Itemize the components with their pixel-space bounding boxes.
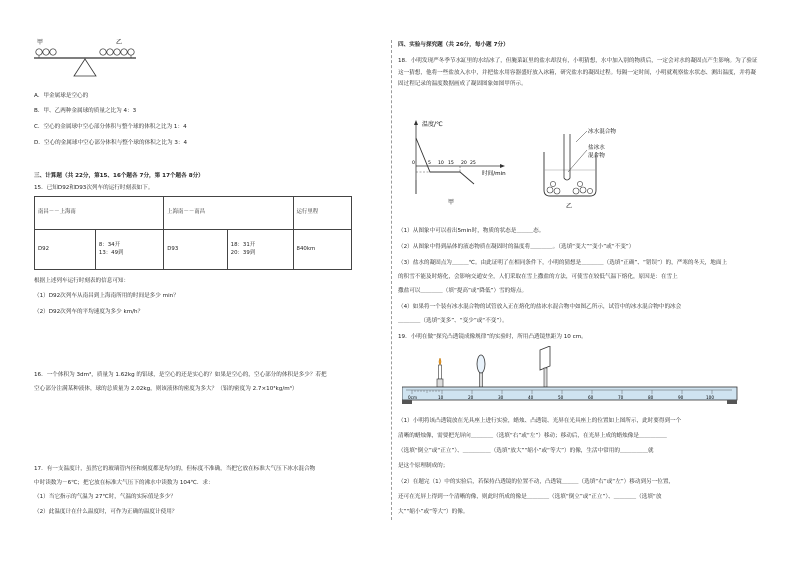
q18-sub1: （1）从图象中可以看出5min时，物质的状态是＿＿＿态。: [398, 228, 545, 234]
q18-sub4-line2: ＿＿＿＿（选填“变多”、“变少”或“不变”）。: [398, 318, 508, 324]
scale-60: 60: [588, 395, 594, 400]
q16-line2: 空心部分注满某种液体，球的总质量为 2.02kg，则该液体的密度为多大？（铝的密度为 2.7×10³kg/m³）: [34, 386, 298, 392]
q14-option-b: B．甲、乙两种金属球的质量之比为 4：3: [34, 108, 137, 114]
q19-s2-line3: 大”“缩小”或“等大”）的像。: [398, 509, 469, 515]
scale-50: 50: [558, 395, 564, 400]
q15-sub1: （1）D92次列车从南昌到上海南所用的时间是多少 min？: [34, 293, 179, 299]
beaker-figure: [536, 120, 646, 212]
beaker-label-2: 盐冰水: [588, 145, 605, 151]
optical-bench: [402, 346, 742, 406]
tick-10: 10: [438, 161, 444, 166]
scale-30: 30: [498, 395, 504, 400]
q17-sub1: （1）当它指示的气温为 27℃时，气温的实际值是多少？: [34, 494, 176, 500]
tick-25: 25: [470, 161, 476, 166]
scale-100: 100: [706, 395, 714, 400]
scale-40: 40: [528, 395, 534, 400]
scale-20: 20: [468, 395, 474, 400]
q17-line1: 17．有一支温度计，虽然它的玻璃管内径和刻度都是均匀的，但标度不准确，当把它放在标准大气压下冰水混合物: [34, 466, 316, 472]
q19-intro: 19．小明在做“探究凸透镜成像规律”的实验时，所用凸透镜焦距为 10 cm。: [398, 334, 587, 340]
q14-option-a: A．甲金属球是空心的: [34, 93, 89, 99]
beaker-label-3: 混合物: [588, 153, 605, 159]
q14-option-d: D．空心的金属球中空心部分体积与整个球的体积之比为 3：4: [34, 140, 188, 146]
q19-s1-line4: 是这个原理制成的；: [398, 463, 449, 469]
q19-s1-line1: （1）小明将该凸透镜放在光具座上进行实验，蜡烛、凸透镜、光屏在光具座上的位置如上图所示，此时要得到一个: [398, 418, 682, 424]
column-divider: [391, 40, 392, 520]
tick-20: 20: [461, 161, 467, 166]
q19-s2-line1: （2）在题完（1）中的实验后，若保持凸透镜的位置不动，凸透镜＿＿＿（选填“右”或“左”）移动到另一位置，: [398, 479, 675, 485]
timetable: [34, 196, 352, 270]
q19-s2-line2: 还可在光屏上得到一个清晰的像，则此时所成的像是＿＿＿＿（选填“倒立”或“正立”）、＿＿＿＿（选填“放: [398, 494, 662, 500]
q15-sub2: （2）D92次列车的平均速度为多少 km/h？: [34, 309, 144, 315]
timetable-header-2: 上海南－－南昌: [164, 197, 293, 230]
scale-70: 70: [618, 395, 624, 400]
tick-0: 0: [412, 161, 415, 166]
q18-sub4-line1: （4）如果将一个装有冰水混合物的试管放入正在熔化的盐冰水混合物中如图乙所示，试管中的冰水混合物中的冰会: [398, 304, 682, 310]
scale-10: 10: [438, 395, 444, 400]
beaker-caption: 乙: [566, 203, 573, 210]
graph-caption: 甲: [448, 199, 455, 206]
section4-title: 四、实验与探究题（共 26分，每小题 7分）: [398, 42, 509, 48]
cell-d93: D93: [164, 230, 227, 270]
q18-sub3-line3: 撒盐可以＿＿＿＿（填“提高”或“降低”）雪的熔点。: [398, 288, 528, 294]
q15-ask: 根据上述列车运行时刻表的信息可知：: [34, 278, 130, 284]
q18-sub3-line2: 的积雪不能及时熔化，会影响交通安全，人们采取在雪上撒盐的方法，可使雪在较低气温下熔化，原因是：在雪上: [398, 274, 678, 280]
tick-5: 5: [428, 161, 431, 166]
balance-figure: [34, 38, 144, 88]
timetable-header-1: 南昌－－上海南: [35, 197, 164, 230]
graph-xlabel: 时间/min: [482, 171, 506, 177]
cooling-graph: [402, 116, 532, 208]
q18-sub3-line1: （3）盐水的凝固点为＿＿＿℃。由此证明了在相同条件下，小明的猜想是＿＿＿＿（选填“正确”、“错误”）的，严寒的冬天，地面上: [398, 260, 728, 266]
section3-title: 三、计算题（共 22分，第15、16个题各 7分，第 17个题各 8分）: [34, 173, 204, 179]
tick-15: 15: [448, 161, 454, 166]
scale-80: 80: [648, 395, 654, 400]
q18-sub2: （2）从图象中得到晶体的液态物质在凝固时的温度将＿＿＿＿。（选填“变大”“变小”或“不变”）: [398, 244, 635, 250]
q17-line2: 中时读数为－6℃；把它放在标准大气压下的沸水中读数为 104℃．求：: [34, 480, 214, 486]
q16-line1: 16．一个体积为 3dm³，质量为 1.62kg 的铝球，是空心的还是实心的？如果是空心的，空心部分的体积是多少？若把: [34, 372, 327, 378]
label-jia: 甲: [37, 39, 44, 46]
cell-distance: 840km: [293, 230, 351, 270]
q15-intro: 15．已知D92和D93次列车的运行时刻表如下。: [34, 185, 154, 191]
scale-0: 0cm: [408, 395, 418, 400]
q19-s1-line2: 清晰的蜡烛像，需要把光屏向＿＿＿＿（选填“右”或“左”）移动；移动后，在光屏上成的蜡烛像是＿＿＿＿＿: [398, 433, 667, 439]
beaker-label-1: 冰水混合物: [588, 129, 616, 135]
q18-paragraph: 18．小明发现严冬季节水缸里的水结冰了，但腌菜缸里的盐水却没有，小明猜想，水中加入别的物质后，一定会对水的凝固点产生影响。为了验证这一猜想，他将一些盐放入水中，并把盐水用容器盛好放入冰箱，研究盐水的凝固过程。每隔一定时间，小明就观察盐水状态、测出温度，并将凝固过程记录的温度数据画成了凝固图象如图甲所示。: [398, 58, 758, 88]
q17-sub2: （2）此温度计在什么温度时，可作为正确的温度计使用？: [34, 509, 178, 515]
q19-s1-line3: （选填“倒立”或“正立”）、＿＿＿＿＿（选填“放大”“缩小”或“等大”）的像，生活中常用的＿＿＿＿＿就: [398, 448, 654, 454]
graph-ylabel: 温度/℃: [422, 121, 443, 128]
cell-d92: D92: [35, 230, 96, 270]
label-yi: 乙: [116, 39, 123, 46]
q14-option-c: C．空心的金属球中空心部分体积与整个球的体积之比为 1：4: [34, 124, 187, 130]
timetable-header-3: 运行里程: [293, 197, 351, 230]
cell-d92-times: 8：34开 13：49到: [95, 230, 163, 270]
scale-90: 90: [678, 395, 684, 400]
cell-d93-times: 18：31开 20：39到: [227, 230, 293, 270]
